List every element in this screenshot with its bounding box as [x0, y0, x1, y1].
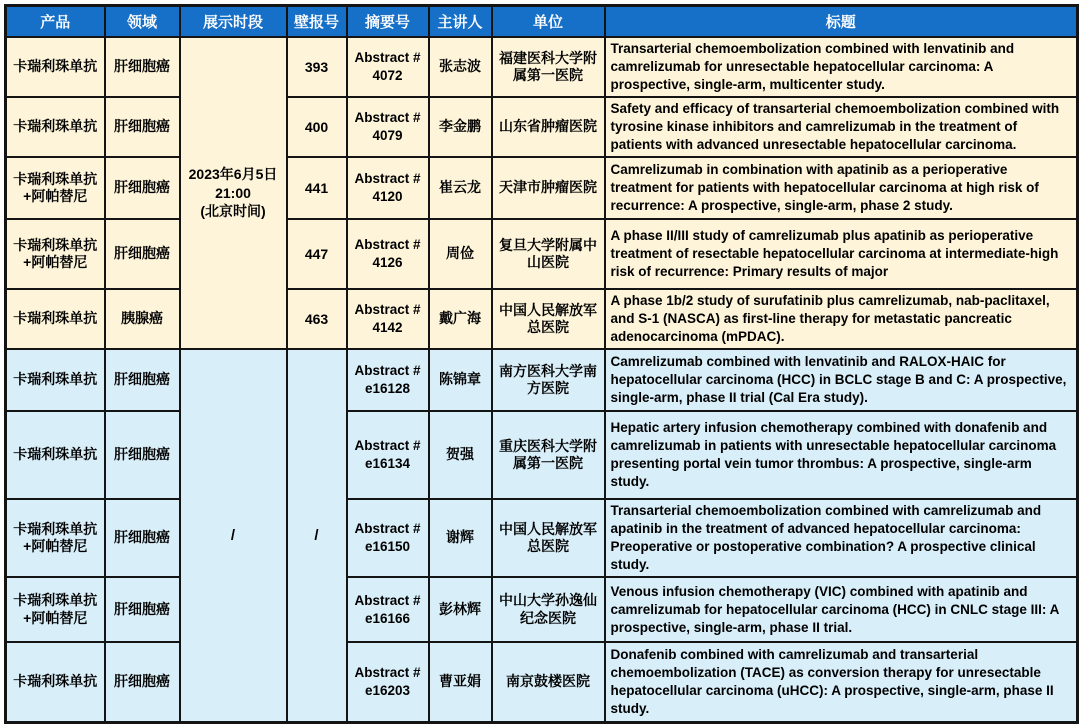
abstract-prefix: Abstract #	[354, 110, 421, 126]
title-cell: Safety and efficacy of transarterial chemoembolization combined with tyrosine kinase inhibitors and camrelizumab in the treatment of patients with advanced unresectable hepatocellular carcinoma.	[605, 97, 1078, 157]
col-header-poster: 壁报号	[287, 6, 347, 38]
col-header-field: 领域	[105, 6, 180, 38]
table-row	[6, 499, 1078, 577]
abstract-number: 4120	[372, 189, 403, 204]
product-cell: 卡瑞利珠单抗	[6, 411, 105, 499]
abstract-prefix: Abstract #	[354, 592, 421, 608]
speaker-cell: 彭林辉	[429, 577, 492, 642]
field-cell: 肝细胞癌	[105, 97, 180, 157]
field-cell: 肝细胞癌	[105, 577, 180, 642]
table-row	[6, 37, 1078, 97]
product-cell: 卡瑞利珠单抗	[6, 37, 105, 97]
title-cell: Transarterial chemoembolization combined with camrelizumab and apatinib in the treatment of advanced hepatocellular carcinoma: Preoperative or postoperative combination? A prospective clinical study.	[605, 499, 1078, 577]
institution-cell: 重庆医科大学附属第一医院	[492, 411, 605, 499]
poster-cell: /	[287, 349, 347, 722]
institution-cell: 山东省肿瘤医院	[492, 97, 605, 157]
speaker-cell: 陈锦章	[429, 349, 492, 411]
title-cell: Camrelizumab combined with lenvatinib and RALOX-HAIC for hepatocellular carcinoma (HCC) in BCLC stage B and C: A prospective, single-arm, phase II trial (Cal Era study).	[605, 349, 1078, 411]
field-cell: 肝细胞癌	[105, 37, 180, 97]
institution-cell: 天津市肿瘤医院	[492, 157, 605, 219]
col-header-title: 标题	[605, 6, 1078, 38]
title-cell: Donafenib combined with camrelizumab and transarterial chemoembolization (TACE) as conversion therapy for unresectable hepatocellular carcinoma (uHCC): A prospective, single-arm, phase II study.	[605, 642, 1078, 722]
abstract-prefix: Abstract #	[354, 50, 421, 66]
col-header-product: 产品	[6, 6, 105, 38]
abstracts-table	[4, 4, 1079, 724]
title-cell: Hepatic artery infusion chemotherapy combined with donafenib and camrelizumab in patients with unresectable hepatocellular carcinoma presenting portal vein tumor thrombus: A prospective, single-arm study.	[605, 411, 1078, 499]
abstract-number: 4079	[372, 128, 403, 143]
poster-cell: 393	[287, 37, 347, 97]
speaker-cell: 李金鹏	[429, 97, 492, 157]
col-header-institution: 单位	[492, 6, 605, 38]
abstract-cell	[347, 157, 429, 219]
table-row	[6, 642, 1078, 722]
product-cell: 卡瑞利珠单抗	[6, 289, 105, 349]
table-row	[6, 289, 1078, 349]
abstract-number: 4072	[372, 68, 403, 83]
title-cell: A phase II/III study of camrelizumab plus apatinib as perioperative treatment of resectable hepatocellular carcinoma at intermediate-high risk of recurrence: Primary results of major	[605, 219, 1078, 289]
poster-cell: 400	[287, 97, 347, 157]
abstract-cell	[347, 219, 429, 289]
abstract-number: e16166	[364, 610, 411, 626]
abstract-cell	[347, 642, 429, 722]
time-line: 21:00	[215, 184, 251, 201]
field-cell: 肝细胞癌	[105, 411, 180, 499]
field-cell: 胰腺癌	[105, 289, 180, 349]
col-header-abstract: 摘要号	[347, 6, 429, 38]
abstract-cell	[347, 289, 429, 349]
speaker-cell: 曹亚娟	[429, 642, 492, 722]
time-slot-cell: /	[180, 349, 287, 722]
abstract-cell	[347, 499, 429, 577]
abstract-prefix: Abstract #	[354, 438, 421, 454]
table-row	[6, 411, 1078, 499]
time-line: (北京时间)	[200, 203, 266, 220]
field-cell: 肝细胞癌	[105, 499, 180, 577]
abstract-cell	[347, 97, 429, 157]
abstract-cell	[347, 349, 429, 411]
abstract-number: 4142	[372, 320, 403, 335]
field-cell: 肝细胞癌	[105, 642, 180, 722]
time-slot-cell	[180, 37, 287, 349]
title-cell: Venous infusion chemotherapy (VIC) combined with apatinib and camrelizumab for hepatocellular carcinoma (HCC) in CNLC stage III: A prospective, single-arm, phase II trial.	[605, 577, 1078, 642]
session2-body	[6, 349, 1078, 722]
product-cell: 卡瑞利珠单抗+阿帕替尼	[6, 157, 105, 219]
table-header-row	[6, 6, 1078, 38]
session1-body	[6, 37, 1078, 349]
abstract-number: 4126	[372, 255, 403, 270]
speaker-cell: 崔云龙	[429, 157, 492, 219]
field-cell: 肝细胞癌	[105, 349, 180, 411]
speaker-cell: 戴广海	[429, 289, 492, 349]
poster-cell: 447	[287, 219, 347, 289]
poster-cell: 463	[287, 289, 347, 349]
table-row	[6, 157, 1078, 219]
product-cell: 卡瑞利珠单抗	[6, 97, 105, 157]
table-row	[6, 577, 1078, 642]
title-cell: Transarterial chemoembolization combined with lenvatinib and camrelizumab for unresectable hepatocellular carcinoma: A prospective, single-arm, multicenter study.	[605, 37, 1078, 97]
title-cell: Camrelizumab in combination with apatinib as a perioperative treatment for patients with hepatocellular carcinoma at high risk of recurrence: A prospective, single-arm, phase 2 study.	[605, 157, 1078, 219]
table-row	[6, 219, 1078, 289]
institution-cell: 中山大学孙逸仙纪念医院	[492, 577, 605, 642]
institution-cell: 南方医科大学南方医院	[492, 349, 605, 411]
institution-cell: 中国人民解放军总医院	[492, 289, 605, 349]
product-cell: 卡瑞利珠单抗+阿帕替尼	[6, 219, 105, 289]
abstract-prefix: Abstract #	[354, 237, 421, 253]
abstract-cell	[347, 577, 429, 642]
abstract-number: e16134	[364, 456, 411, 471]
abstract-prefix: Abstract #	[354, 665, 421, 681]
speaker-cell: 张志波	[429, 37, 492, 97]
abstract-number: e16150	[364, 539, 411, 554]
col-header-speaker: 主讲人	[429, 6, 492, 38]
abstract-prefix: Abstract #	[354, 521, 421, 537]
institution-cell: 复旦大学附属中山医院	[492, 219, 605, 289]
poster-cell: 441	[287, 157, 347, 219]
abstract-cell	[347, 411, 429, 499]
table-row	[6, 97, 1078, 157]
abstract-prefix: Abstract #	[354, 363, 421, 379]
time-line: 2023年6月5日	[188, 165, 278, 182]
institution-cell: 福建医科大学附属第一医院	[492, 37, 605, 97]
field-cell: 肝细胞癌	[105, 219, 180, 289]
product-cell: 卡瑞利珠单抗+阿帕替尼	[6, 499, 105, 577]
speaker-cell: 贺强	[429, 411, 492, 499]
institution-cell: 中国人民解放军总医院	[492, 499, 605, 577]
abstract-number: e16128	[364, 381, 411, 396]
institution-cell: 南京鼓楼医院	[492, 642, 605, 722]
abstract-cell	[347, 37, 429, 97]
abstract-prefix: Abstract #	[354, 302, 421, 318]
product-cell: 卡瑞利珠单抗	[6, 349, 105, 411]
title-cell: A phase 1b/2 study of surufatinib plus camrelizumab, nab-paclitaxel, and S-1 (NASCA) as first-line therapy for metastatic pancreatic adenocarcinoma (mPDAC).	[605, 289, 1078, 349]
table-row	[6, 349, 1078, 411]
speaker-cell: 谢辉	[429, 499, 492, 577]
abstract-number: e16203	[364, 682, 411, 698]
product-cell: 卡瑞利珠单抗+阿帕替尼	[6, 577, 105, 642]
speaker-cell: 周俭	[429, 219, 492, 289]
col-header-timeslot: 展示时段	[180, 6, 287, 38]
field-cell: 肝细胞癌	[105, 157, 180, 219]
abstract-prefix: Abstract #	[354, 171, 421, 187]
product-cell: 卡瑞利珠单抗	[6, 642, 105, 722]
